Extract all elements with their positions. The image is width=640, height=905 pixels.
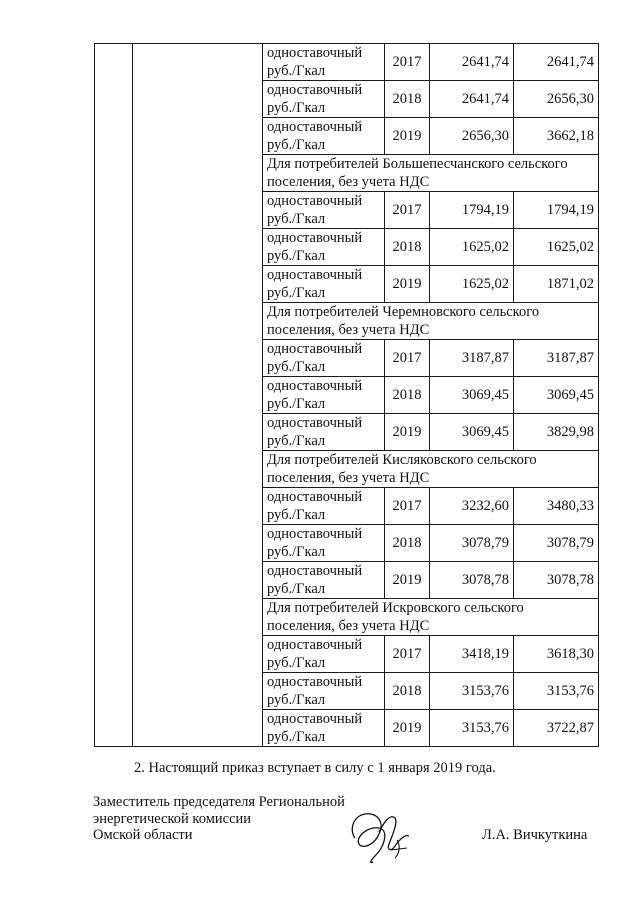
tariff-first-half-cell: 3187,87: [430, 340, 514, 377]
empty-organization-cell: [133, 44, 263, 747]
table-row: [95, 44, 599, 81]
tariff-first-half-cell: 1794,19: [430, 192, 514, 229]
year-cell: 2019: [385, 710, 430, 747]
tariff-first-half-cell: 2641,74: [430, 44, 514, 81]
tariff-second-half-cell: 2641,74: [514, 44, 599, 81]
tariff-first-half-cell: 3153,76: [430, 710, 514, 747]
year-cell: 2017: [385, 636, 430, 673]
tariff-first-half-cell: 3232,60: [430, 488, 514, 525]
year-cell: 2018: [385, 377, 430, 414]
tariff-second-half-cell: 3829,98: [514, 414, 599, 451]
tariff-type-cell: одноставочный руб./Гкал: [263, 525, 385, 562]
tariff-second-half-cell: 3187,87: [514, 340, 599, 377]
tariff-type-cell: одноставочный руб./Гкал: [263, 488, 385, 525]
signer-title-line: Заместитель председателя Региональной: [93, 794, 345, 810]
consumer-group-header: Для потребителей Кисляковского сельского поселения, без учета НДС: [263, 451, 599, 488]
tariff-type-cell: одноставочный руб./Гкал: [263, 266, 385, 303]
tariff-type-cell: одноставочный руб./Гкал: [263, 710, 385, 747]
year-cell: 2017: [385, 192, 430, 229]
handwritten-signature: [345, 800, 420, 870]
tariff-second-half-cell: 3078,79: [514, 525, 599, 562]
year-cell: 2018: [385, 229, 430, 266]
year-cell: 2019: [385, 118, 430, 155]
year-cell: 2017: [385, 340, 430, 377]
tariff-first-half-cell: 3153,76: [430, 673, 514, 710]
signer-title-line: энергетической комиссии: [93, 810, 252, 827]
year-cell: 2019: [385, 562, 430, 599]
tariff-second-half-cell: 3480,33: [514, 488, 599, 525]
tariff-second-half-cell: 3069,45: [514, 377, 599, 414]
year-cell: 2018: [385, 81, 430, 118]
tariff-type-cell: одноставочный руб./Гкал: [263, 377, 385, 414]
tariff-first-half-cell: 3078,79: [430, 525, 514, 562]
consumer-group-header: Для потребителей Черемновского сельского поселения, без учета НДС: [263, 303, 599, 340]
tariff-first-half-cell: 1625,02: [430, 229, 514, 266]
tariff-type-cell: одноставочный руб./Гкал: [263, 414, 385, 451]
signer-title: [93, 794, 345, 844]
tariff-type-cell: одноставочный руб./Гкал: [263, 81, 385, 118]
tariff-first-half-cell: 3078,78: [430, 562, 514, 599]
tariff-type-cell: одноставочный руб./Гкал: [263, 44, 385, 81]
signer-name: Л.А. Вичкуткина: [482, 827, 588, 843]
tariff-first-half-cell: 1625,02: [430, 266, 514, 303]
consumer-group-header: Для потребителей Искровского сельского поселения, без учета НДС: [263, 599, 599, 636]
tariff-second-half-cell: 3722,87: [514, 710, 599, 747]
tariff-second-half-cell: 3618,30: [514, 636, 599, 673]
tariff-second-half-cell: 1625,02: [514, 229, 599, 266]
tariff-type-cell: одноставочный руб./Гкал: [263, 229, 385, 266]
tariff-first-half-cell: 2641,74: [430, 81, 514, 118]
tariff-second-half-cell: 3662,18: [514, 118, 599, 155]
year-cell: 2019: [385, 266, 430, 303]
tariff-type-cell: одноставочный руб./Гкал: [263, 192, 385, 229]
year-cell: 2017: [385, 488, 430, 525]
tariff-table-body: [95, 44, 599, 747]
tariff-second-half-cell: 3078,78: [514, 562, 599, 599]
tariff-type-cell: одноставочный руб./Гкал: [263, 673, 385, 710]
tariff-first-half-cell: 3418,19: [430, 636, 514, 673]
tariff-second-half-cell: 3153,76: [514, 673, 599, 710]
signer-title-line: Омской области: [93, 827, 193, 843]
year-cell: 2017: [385, 44, 430, 81]
tariff-first-half-cell: 3069,45: [430, 377, 514, 414]
tariff-type-cell: одноставочный руб./Гкал: [263, 562, 385, 599]
tariff-second-half-cell: 2656,30: [514, 81, 599, 118]
tariff-second-half-cell: 1794,19: [514, 192, 599, 229]
tariff-first-half-cell: 2656,30: [430, 118, 514, 155]
tariff-type-cell: одноставочный руб./Гкал: [263, 340, 385, 377]
tariff-type-cell: одноставочный руб./Гкал: [263, 636, 385, 673]
consumer-group-header: Для потребителей Большепесчанского сельского поселения, без учета НДС: [263, 155, 599, 192]
tariff-second-half-cell: 1871,02: [514, 266, 599, 303]
year-cell: 2018: [385, 673, 430, 710]
tariff-table: [94, 43, 599, 747]
year-cell: 2018: [385, 525, 430, 562]
tariff-first-half-cell: 3069,45: [430, 414, 514, 451]
tariff-type-cell: одноставочный руб./Гкал: [263, 118, 385, 155]
year-cell: 2019: [385, 414, 430, 451]
effective-date-paragraph: 2. Настоящий приказ вступает в силу с 1 января 2019 года.: [134, 760, 496, 776]
empty-number-cell: [95, 44, 133, 747]
